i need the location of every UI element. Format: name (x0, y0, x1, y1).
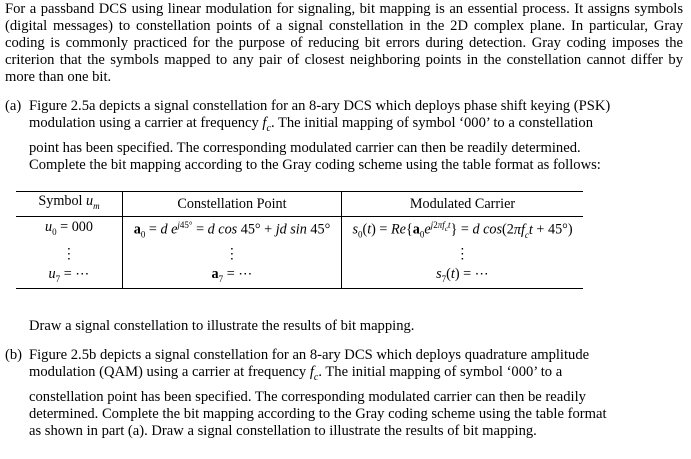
cell-ellipsis: ⋮ (123, 244, 342, 266)
header-constellation-point: Constellation Point (123, 192, 342, 217)
header-symbol: Symbol $u_m$ (16, 192, 123, 217)
part-a-label: (a) (5, 98, 22, 114)
cell-point-a7: $a_7$ = ⋯ (123, 266, 342, 289)
cell-carrier-s7: $s_7(t)$ = ⋯ (342, 266, 584, 289)
part-a-text: Figure 2.5a depicts a signal constellation for an 8-ary DCS which deploys phase shift keying (PSK) modulation using a carrier at frequency $f_c$. The initial mapping of symbol ‘000’ to a constellation point has been specified. The corresponding modulated carrier can then be readily determined. Complete the bit mapping according to the Gray coding scheme using the table format as follows: (29, 98, 683, 174)
cell-ellipsis: ⋮ (16, 244, 123, 266)
intro-paragraph: For a passband DCS using linear modulation for signaling, bit mapping is an essential process. It assigns symbols (digital messages) to constellation points of a signal constellation in the 2D complex plane. In particular, Gray coding is commonly practiced for the purpose of reducing bit errors during detection. Gray coding imposes the criterion that the symbols mapped to any pair of closest neighboring points in the constellation cannot differ by more than one bit. (5, 1, 683, 85)
cell-point-a0: $a_0 = d$ $e^{j45^\circ} = d$ cos 45° + jd sin 45° (123, 217, 342, 244)
part-a-line-2: modulation using a carrier at frequency $f_c$. The initial mapping of symbol ‘000’ to a constellation (29, 115, 594, 134)
cell-symbol-u7: $u_7$ = ⋯ (16, 266, 123, 289)
part-b-text: Figure 2.5b depicts a signal constellation for an 8-ary DCS which deploys quadrature amplitude modulation (QAM) using a carrier at frequency $f_c$. The initial mapping of symbol ‘000’ to a constellation point has been specified. The corresponding modulated carrier can then be readily determined. Complete the bit mapping according to the Gray coding scheme using the table format as shown in part (a). Draw a signal constellation to illustrate the results of bit mapping. (29, 347, 683, 440)
table-row (16, 266, 583, 289)
table-row (16, 244, 583, 266)
part-a (5, 98, 683, 174)
header-modulated-carrier: Modulated Carrier (342, 192, 584, 217)
part-b-label: (b) (5, 347, 23, 363)
table-header-row (16, 192, 583, 217)
cell-carrier-s0: $s_0(t) = Re\{a_0e^{j2\pi f_ct}\} = d$ $\cos(2\pi f_ct + 45^\circ)$ (352, 220, 573, 240)
bit-mapping-table (16, 191, 583, 289)
part-b (5, 347, 683, 440)
part-b-line-2: modulation (QAM) using a carrier at frequency $f_c$. The initial mapping of symbol ‘000’ to a (29, 364, 563, 383)
cell-ellipsis: ⋮ (455, 246, 470, 263)
part-a-draw-instruction: Draw a signal constellation to illustrate the results of bit mapping. (29, 318, 415, 334)
cell-symbol-u0: $u_0 = 000$ (16, 217, 123, 244)
table-row (16, 217, 583, 244)
